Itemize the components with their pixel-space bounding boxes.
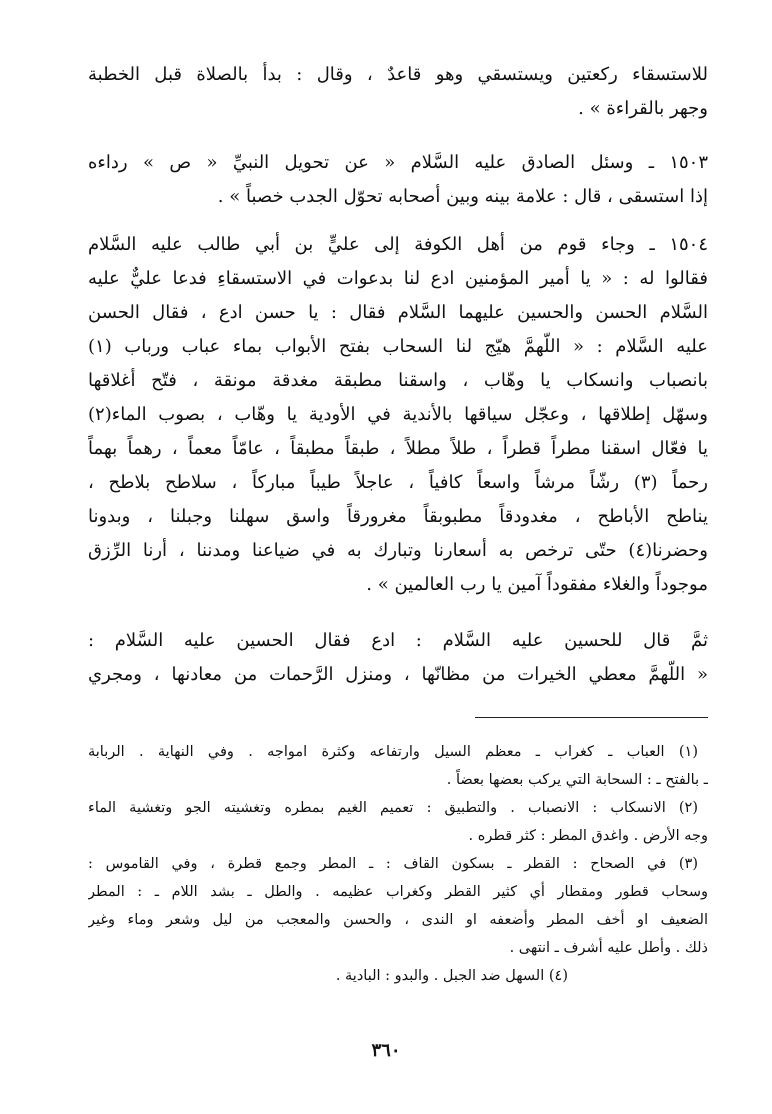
text-line: « اللّهمَّ معطي الخيرات من مظانّها ، ومنزل الرَّحمات من معادنها ، ومجري — [88, 664, 708, 685]
text-line: وحضرنا(٤) حتّى ترخص به أسعارنا وتبارك به في ضياعنا ومدننا ، أرنا الرِّزق — [88, 540, 708, 561]
text-line: فقالوا له : « يا أمير المؤمنين ادع لنا بدعوات في الاستسقاءِ فدعا عليٌّ عليه — [88, 268, 708, 289]
footnote-line: (٣) في الصحاح : القطر ـ بسكون القاف : ـ المطر وجمع قطرة ، وفي القاموس : — [88, 856, 698, 872]
footnote-1 — [88, 738, 708, 794]
text-line: إذا استسقى ، قال : علامة بينه وبين أصحابه تحوّل الجدب خصباً » . — [217, 186, 708, 207]
text-line: وسهّل إطلاقها ، وعجّل سياقها بالأندية في الأودية يا وهّاب ، بصوب الماء(٢) — [88, 404, 708, 425]
text-line: رحماً (٣) رشّاً مرشاً واسعاً كافياً ، عاجلاً طيباً مباركاً ، سلاطح بلاطح ، — [88, 472, 708, 493]
paragraph-hadith-1503 — [88, 146, 708, 214]
page-number: ٣٦٠ — [371, 1040, 401, 1061]
text-line: بانصباب وانسكاب يا وهّاب ، واسقنا مطبقة مغدقة مونقة ، فتّح أغلاقها — [88, 370, 708, 391]
footnote-line: ـ بالفتح ـ : السحابة التي يركب بعضها بعضاً . — [446, 772, 708, 788]
text-line: ١٥٠٣ ـ وسئل الصادق عليه السَّلام « عن تحويل النبيِّ « ص » رداءه — [88, 152, 708, 173]
text-line: ١٥٠٤ ـ وجاء قوم من أهل الكوفة إلى عليٍّ بن أبي طالب عليه السَّلام — [88, 234, 708, 255]
footnote-line: وسحاب قطور ومقطار أي كثير القطر وكغراب عظيمه . والطل ـ بشد اللام ـ : المطر — [88, 884, 708, 900]
footnote-line: الضعيف او أخف المطر وأضعفه او الندى ، والحسن والمعجب من ليل وشعر وماء وغير — [88, 912, 708, 928]
text-line: للاستسقاء ركعتين ويستسقي وهو قاعدٌ ، وقال : بدأ بالصلاة قبل الخطبة — [88, 64, 708, 85]
footnote-line: (٢) الانسكاب : الانصباب . والتطبيق : تعميم الغيم بمطره وتغشيته الجو وتغشية الماء — [88, 800, 698, 816]
footnote-line: وجه الأرض . واغدق المطر : كثر قطره . — [468, 828, 708, 844]
footnote-line: (٤) السهل ضد الجبل . والبدو : البادية . — [335, 968, 568, 984]
text-line: يناطح الأباطح ، مغدودقاً مطبوبقاً مغرورقاً واسق سهلنا وجبلنا ، وبدونا — [88, 506, 708, 527]
footnote-line: ذلك . وأطل عليه أشرف ـ انتهى . — [509, 940, 708, 956]
footnote-3 — [88, 850, 708, 962]
footnote-line: (١) العباب ـ كغراب ـ معظم السيل وارتفاعه وكثرة امواجه . وفي النهاية . الربابة — [88, 744, 698, 760]
footnote-4 — [88, 962, 708, 990]
footnote-2 — [88, 794, 708, 850]
text-line: موجوداً والغلاء مفقوداً آمين يا رب العالمين » . — [366, 574, 708, 595]
text-line: عليه السَّلام : « اللّهمَّ هيّج لنا السحاب بفتح الأبواب بماء عباب ورباب (١) — [88, 336, 708, 357]
text-line: يا فعّال اسقنا مطراً قطراً ، طلاً مطلاً ، طبقاً مطبقاً ، عامّاً معماً ، رهماً بهماً — [88, 438, 708, 459]
paragraph-hadith-1504 — [88, 228, 708, 602]
footnote-separator — [475, 717, 708, 718]
footnotes — [88, 738, 708, 990]
paragraph-husayn — [88, 624, 708, 692]
text-line: السَّلام الحسن والحسين عليهما السَّلام فقال : يا حسن ادع ، فقال الحسن — [88, 302, 708, 323]
text-line: ثمَّ قال للحسين عليه السَّلام : ادع فقال الحسين عليه السَّلام : — [88, 630, 708, 651]
text-line: وجهر بالقراءة » . — [578, 98, 708, 119]
paragraph-intro — [88, 58, 708, 126]
